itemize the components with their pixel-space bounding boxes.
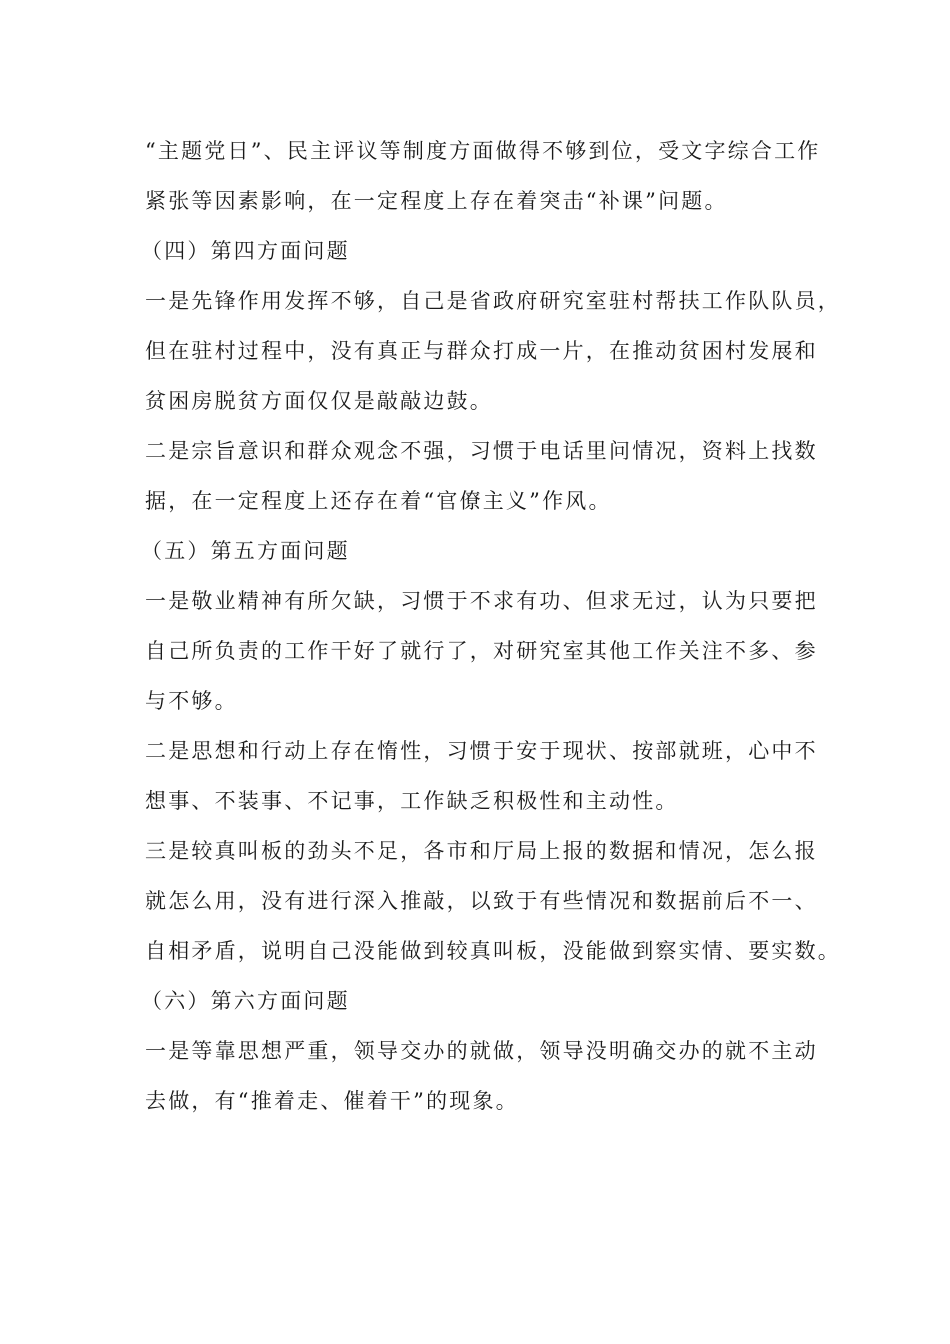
paragraph-line: 一是先锋作用发挥不够，自己是省政府研究室驻村帮扶工作队队员，: [145, 289, 841, 313]
paragraph-line: 二是宗旨意识和群众观念不强，习惯于电话里问情况，资料上找数: [145, 439, 818, 463]
paragraph-line: 贫困房脱贫方面仅仅是敲敲边鼓。: [145, 389, 493, 413]
paragraph-line: 自相矛盾，说明自己没能做到较真叫板，没能做到察实情、要实数。: [145, 939, 841, 963]
paragraph-line: 自己所负责的工作干好了就行了，对研究室其他工作关注不多、参: [145, 639, 818, 663]
paragraph-line: 一是敬业精神有所欠缺，习惯于不求有功、但求无过，认为只要把: [145, 589, 818, 613]
paragraph-line: 想事、不装事、不记事，工作缺乏积极性和主动性。: [145, 789, 679, 813]
paragraph-line: 与不够。: [145, 689, 238, 713]
paragraph-line: 去做，有“推着走、催着干”的现象。: [145, 1089, 519, 1113]
paragraph-line: 二是思想和行动上存在惰性，习惯于安于现状、按部就班，心中不: [145, 739, 818, 763]
paragraph-line: 三是较真叫板的劲头不足，各市和厅局上报的数据和情况，怎么报: [145, 839, 818, 863]
section-heading: （五）第五方面问题: [141, 539, 350, 563]
paragraph-line: 据，在一定程度上还存在着“官僚主义”作风。: [145, 489, 612, 513]
paragraph-line: 紧张等因素影响，在一定程度上存在着突击“补课”问题。: [145, 189, 728, 213]
section-heading: （四）第四方面问题: [141, 239, 350, 263]
paragraph-line: 一是等靠思想严重，领导交办的就做，领导没明确交办的就不主动: [145, 1039, 818, 1063]
document-body: [141, 126, 841, 1126]
paragraph-line: 但在驻村过程中，没有真正与群众打成一片，在推动贫困村发展和: [145, 339, 818, 363]
paragraph-line: 就怎么用，没有进行深入推敲，以致于有些情况和数据前后不一、: [145, 889, 818, 913]
section-heading: （六）第六方面问题: [141, 989, 350, 1013]
paragraph-line: “主题党日”、民主评议等制度方面做得不够到位，受文字综合工作: [145, 139, 821, 163]
